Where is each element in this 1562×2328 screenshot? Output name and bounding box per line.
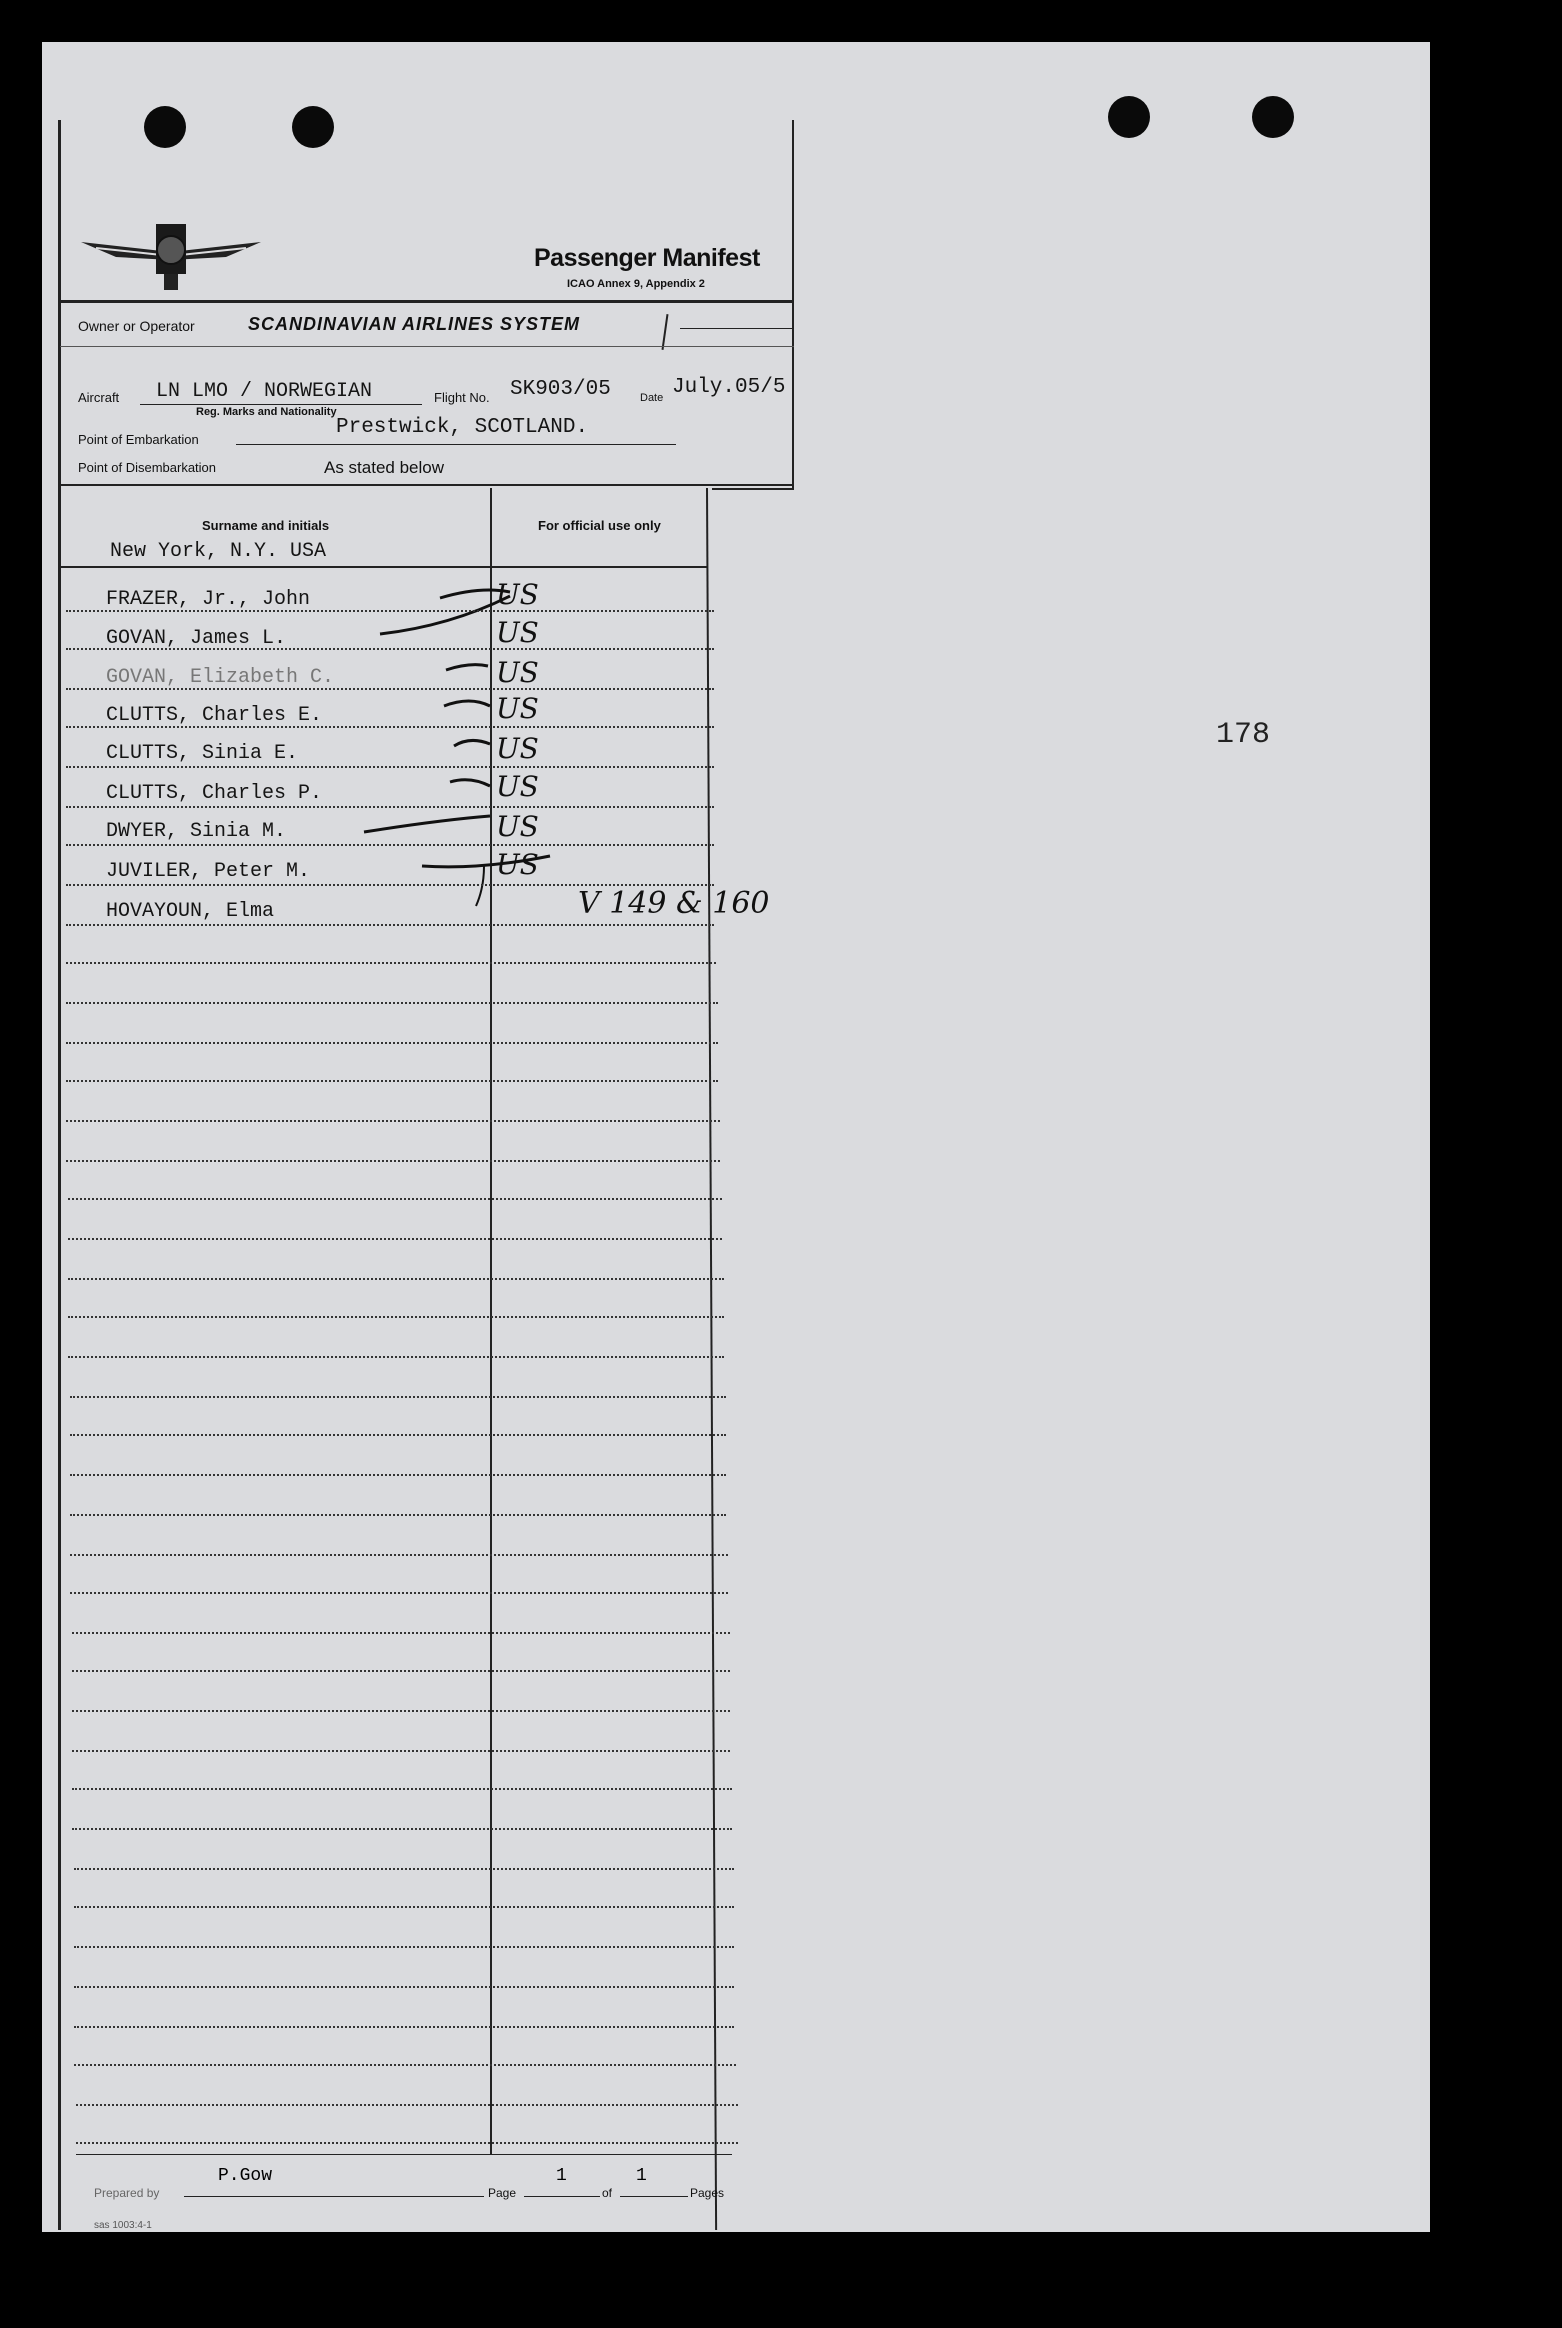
passenger-name: DWYER, Sinia M.: [106, 820, 287, 843]
row-line: [66, 766, 714, 768]
row-line: [66, 806, 714, 808]
of-value: 1: [636, 2166, 647, 2186]
aircraft-sublabel: Reg. Marks and Nationality: [196, 406, 337, 418]
flight-label: Flight No.: [434, 390, 490, 405]
row-line: [68, 1316, 724, 1318]
row-line: [70, 1474, 726, 1476]
passenger-name: GOVAN, James L.: [106, 627, 287, 650]
official-mark: US: [496, 656, 539, 689]
row-line: [66, 1042, 718, 1044]
row-line: [68, 1198, 722, 1200]
row-line: [66, 1160, 720, 1162]
of-label: of: [602, 2186, 613, 2200]
row-line: [68, 1238, 722, 1240]
row-line: [76, 2104, 738, 2106]
handwritten-note: V 149 & 160: [578, 886, 770, 921]
passenger-name: CLUTTS, Charles P.: [106, 782, 323, 805]
disembark-label: Point of Disembarkation: [78, 460, 217, 475]
official-mark: US: [496, 848, 539, 881]
row-line: [70, 1514, 726, 1516]
table-header-line: [60, 566, 708, 568]
owner-label: Owner or Operator: [78, 318, 195, 334]
table-right-border: [706, 488, 717, 2230]
row-line: [72, 1750, 730, 1752]
row-line: [74, 1906, 734, 1908]
embark-underline: [236, 444, 676, 445]
embark-value: Prestwick, SCOTLAND.: [336, 416, 589, 439]
form-left-border: [58, 120, 61, 2230]
passenger-name: CLUTTS, Charles E.: [106, 704, 323, 727]
official-mark: US: [496, 810, 539, 843]
date-label: Date: [640, 392, 664, 404]
page-number: 178: [1216, 718, 1271, 752]
aircraft-label: Aircraft: [78, 390, 120, 405]
destination-value: New York, N.Y. USA: [110, 540, 327, 563]
row-line: [72, 1710, 730, 1712]
row-line: [72, 1788, 732, 1790]
form-code: sas 1003:4-1: [94, 2220, 152, 2231]
official-mark: US: [496, 770, 539, 803]
owner-value: SCANDINAVIAN AIRLINES SYSTEM: [248, 314, 581, 334]
aircraft-value: LN LMO / NORWEGIAN: [156, 380, 373, 403]
row-line: [66, 648, 714, 650]
disembark-value: As stated below: [324, 458, 445, 477]
official-mark: US: [496, 732, 539, 765]
passenger-name: JUVILER, Peter M.: [106, 860, 311, 883]
row-line: [66, 924, 714, 926]
header-divider: [60, 300, 794, 303]
pages-label: Pages: [690, 2186, 725, 2200]
page-underline: [524, 2196, 600, 2197]
passenger-name: FRAZER, Jr., John: [106, 588, 311, 611]
header-bottom-line-2: [712, 488, 794, 490]
embark-label: Point of Embarkation: [78, 432, 199, 447]
form-title: Passenger Manifest: [534, 244, 760, 272]
prepared-value: P.Gow: [218, 2166, 273, 2186]
row-line: [74, 1946, 734, 1948]
row-line: [72, 1670, 730, 1672]
col-surname-header: Surname and initials: [202, 518, 330, 533]
col-official-header: For official use only: [538, 518, 661, 533]
owner-mark: [662, 314, 669, 350]
row-line: [70, 1434, 726, 1436]
row-line: [74, 1986, 734, 1988]
row-line: [72, 1828, 732, 1830]
owner-divider: [60, 346, 794, 347]
row-line: [66, 844, 714, 846]
row-line: [70, 1592, 728, 1594]
row-line: [68, 1278, 724, 1280]
row-line: [74, 2026, 734, 2028]
row-line: [66, 688, 714, 690]
row-line: [66, 726, 714, 728]
prepared-label: Prepared by: [94, 2186, 160, 2200]
row-line: [66, 610, 714, 612]
official-mark: US: [496, 616, 539, 649]
row-line: [72, 1632, 730, 1634]
row-line: [66, 1002, 718, 1004]
passenger-name: CLUTTS, Sinia E.: [106, 742, 299, 765]
row-line: [70, 1396, 726, 1398]
page-label: Page: [488, 2186, 517, 2200]
row-line: [66, 884, 714, 886]
passenger-name: HOVAYOUN, Elma: [106, 900, 275, 923]
row-line: [74, 1868, 734, 1870]
row-line: [66, 1080, 718, 1082]
flight-value: SK903/05: [510, 378, 611, 401]
date-value: July.05/5: [672, 376, 786, 399]
owner-underline: [680, 328, 792, 329]
header-bottom-line: [60, 484, 794, 486]
aircraft-underline: [140, 404, 422, 405]
form-header-right-border: [792, 120, 794, 488]
row-line: [74, 2064, 736, 2066]
prepared-underline: [184, 2196, 484, 2197]
passenger-name: GOVAN, Elizabeth C.: [106, 666, 335, 689]
row-line: [66, 1120, 720, 1122]
footer-top-line: [76, 2154, 732, 2155]
airline-logo-icon: [76, 212, 266, 302]
form-subtitle: ICAO Annex 9, Appendix 2: [567, 278, 705, 290]
official-mark: US: [496, 578, 539, 611]
page-value: 1: [556, 2166, 567, 2186]
row-line: [68, 1356, 724, 1358]
row-line: [70, 1554, 728, 1556]
row-line: [76, 2142, 738, 2144]
check-strokes-icon: [360, 576, 560, 916]
row-line: [66, 962, 716, 964]
of-underline: [620, 2196, 688, 2197]
official-mark: US: [496, 692, 539, 725]
